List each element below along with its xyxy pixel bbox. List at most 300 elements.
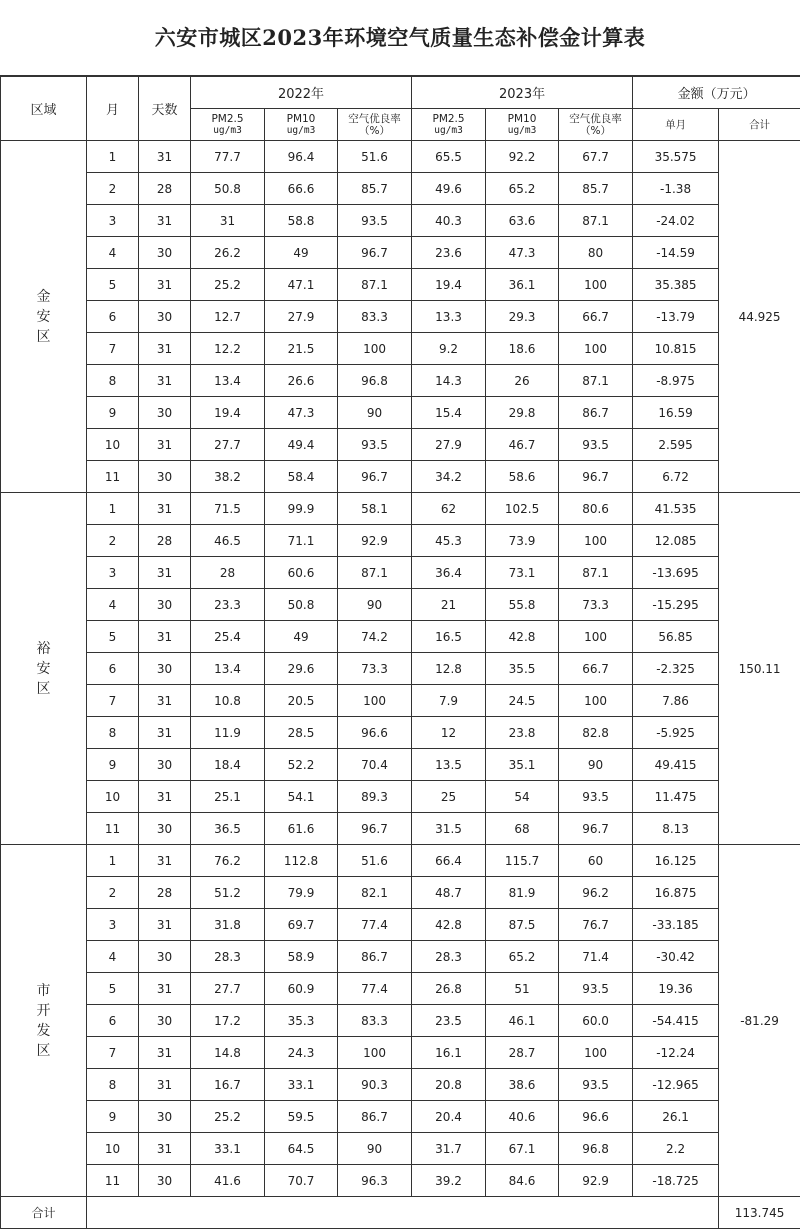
days-cell: 31 <box>139 685 191 717</box>
amount-cell: -2.325 <box>633 653 719 685</box>
header-row-1 <box>1 77 800 109</box>
pm10-2023-cell: 35.1 <box>486 749 559 781</box>
aqr-2022-cell: 96.7 <box>338 237 412 269</box>
pm25-2023-cell: 21 <box>412 589 486 621</box>
aqr-2022-cell: 93.5 <box>338 205 412 237</box>
pm10-2023-cell: 87.5 <box>486 909 559 941</box>
pm10-2023-cell: 51 <box>486 973 559 1005</box>
pm25-2023-cell: 28.3 <box>412 941 486 973</box>
pm10-2023-cell: 46.7 <box>486 429 559 461</box>
pm25-2023-cell: 15.4 <box>412 397 486 429</box>
table-row <box>1 749 800 781</box>
pm10-2023-cell: 24.5 <box>486 685 559 717</box>
pm10-2022-cell: 24.3 <box>265 1037 338 1069</box>
pm10-2023-cell: 92.2 <box>486 141 559 173</box>
pm25-2023-cell: 14.3 <box>412 365 486 397</box>
aqr-2023-cell: 71.4 <box>559 941 633 973</box>
pm10-2023-cell: 18.6 <box>486 333 559 365</box>
pm10-2022-cell: 66.6 <box>265 173 338 205</box>
table-row <box>1 525 800 557</box>
table-row <box>1 1165 800 1197</box>
pm10-2022-cell: 26.6 <box>265 365 338 397</box>
month-cell: 10 <box>87 1133 139 1165</box>
days-cell: 31 <box>139 493 191 525</box>
month-cell: 4 <box>87 941 139 973</box>
aqr-2022-header: 空气优良率 （%） <box>338 109 412 141</box>
pm25-2023-cell: 12.8 <box>412 653 486 685</box>
pm10-2023-cell: 81.9 <box>486 877 559 909</box>
pm10-2022-cell: 60.6 <box>265 557 338 589</box>
pm10-2023-cell: 73.9 <box>486 525 559 557</box>
aqr-2023-cell: 96.8 <box>559 1133 633 1165</box>
pm25-2022-cell: 51.2 <box>191 877 265 909</box>
table-row <box>1 1101 800 1133</box>
aqr-2022-cell: 86.7 <box>338 941 412 973</box>
aqr-2022-cell: 83.3 <box>338 1005 412 1037</box>
month-cell: 2 <box>87 877 139 909</box>
pm25-2023-cell: 20.8 <box>412 1069 486 1101</box>
region-header: 区域 <box>1 77 87 141</box>
pm25-2022-cell: 14.8 <box>191 1037 265 1069</box>
table-row <box>1 269 800 301</box>
aqr-2023-cell: 93.5 <box>559 781 633 813</box>
aqr-2022-cell: 87.1 <box>338 269 412 301</box>
pm10-2022-cell: 47.3 <box>265 397 338 429</box>
month-cell: 6 <box>87 1005 139 1037</box>
pm10-2022-cell: 49 <box>265 621 338 653</box>
month-cell: 11 <box>87 813 139 845</box>
pm25-2022-cell: 26.2 <box>191 237 265 269</box>
days-cell: 28 <box>139 877 191 909</box>
days-cell: 30 <box>139 653 191 685</box>
region-name: 市 开 发 区 <box>1 845 87 1197</box>
region-name: 金 安 区 <box>1 141 87 493</box>
pm10-2022-cell: 35.3 <box>265 1005 338 1037</box>
aqr-2022-cell: 82.1 <box>338 877 412 909</box>
amount-cell: 2.2 <box>633 1133 719 1165</box>
amount-cell: -5.925 <box>633 717 719 749</box>
amount-header: 金额（万元） <box>633 77 800 109</box>
table-row <box>1 301 800 333</box>
pm25-2023-cell: 13.5 <box>412 749 486 781</box>
pm10-2023-cell: 73.1 <box>486 557 559 589</box>
amount-cell: 49.415 <box>633 749 719 781</box>
pm10-2022-cell: 79.9 <box>265 877 338 909</box>
table-row <box>1 973 800 1005</box>
table-row <box>1 429 800 461</box>
table-row <box>1 237 800 269</box>
month-cell: 5 <box>87 621 139 653</box>
aqr-2023-cell: 80.6 <box>559 493 633 525</box>
pm25-2023-cell: 20.4 <box>412 1101 486 1133</box>
pm25-2023-cell: 27.9 <box>412 429 486 461</box>
grand-total-label: 合计 <box>1 1197 87 1229</box>
pm25-2022-cell: 50.8 <box>191 173 265 205</box>
amount-cell: 35.385 <box>633 269 719 301</box>
amount-cell: -1.38 <box>633 173 719 205</box>
amount-cell: -14.59 <box>633 237 719 269</box>
pm10-2023-cell: 46.1 <box>486 1005 559 1037</box>
pm10-2023-cell: 84.6 <box>486 1165 559 1197</box>
aqr-2023-cell: 66.7 <box>559 301 633 333</box>
pm25-2022-cell: 71.5 <box>191 493 265 525</box>
table-row <box>1 173 800 205</box>
region-total: 150.11 <box>719 493 800 845</box>
days-cell: 31 <box>139 429 191 461</box>
pm25-2023-cell: 19.4 <box>412 269 486 301</box>
pm10-2022-cell: 59.5 <box>265 1101 338 1133</box>
days-cell: 31 <box>139 1069 191 1101</box>
pm25-2023-cell: 13.3 <box>412 301 486 333</box>
pm10-2023-cell: 28.7 <box>486 1037 559 1069</box>
aqr-2022-cell: 93.5 <box>338 429 412 461</box>
pm25-2022-cell: 19.4 <box>191 397 265 429</box>
pm25-2023-cell: 12 <box>412 717 486 749</box>
aqr-2023-cell: 67.7 <box>559 141 633 173</box>
amount-cell: -33.185 <box>633 909 719 941</box>
days-cell: 31 <box>139 909 191 941</box>
pm25-2022-cell: 31.8 <box>191 909 265 941</box>
amount-cell: -8.975 <box>633 365 719 397</box>
pm10-2022-cell: 61.6 <box>265 813 338 845</box>
month-cell: 7 <box>87 333 139 365</box>
pm25-2023-cell: 31.7 <box>412 1133 486 1165</box>
amount-cell: 7.86 <box>633 685 719 717</box>
pm25-2023-cell: 66.4 <box>412 845 486 877</box>
pm10-2023-cell: 65.2 <box>486 941 559 973</box>
table-row <box>1 941 800 973</box>
month-cell: 9 <box>87 1101 139 1133</box>
pm25-2022-cell: 33.1 <box>191 1133 265 1165</box>
month-cell: 2 <box>87 525 139 557</box>
region-name: 裕 安 区 <box>1 493 87 845</box>
month-cell: 2 <box>87 173 139 205</box>
total-header: 合计 <box>719 109 800 141</box>
aqr-2023-cell: 96.7 <box>559 461 633 493</box>
pm10-2023-cell: 58.6 <box>486 461 559 493</box>
pm25-2022-cell: 12.7 <box>191 301 265 333</box>
month-header: 月 <box>87 77 139 141</box>
pm10-2022-cell: 21.5 <box>265 333 338 365</box>
aqr-2022-cell: 89.3 <box>338 781 412 813</box>
pm25-2022-cell: 36.5 <box>191 813 265 845</box>
table-row <box>1 397 800 429</box>
aqr-2023-cell: 87.1 <box>559 557 633 589</box>
table-row <box>1 1037 800 1069</box>
pm10-2023-cell: 35.5 <box>486 653 559 685</box>
pm25-2022-cell: 28.3 <box>191 941 265 973</box>
pm25-2022-cell: 46.5 <box>191 525 265 557</box>
month-cell: 7 <box>87 685 139 717</box>
aqr-2023-cell: 66.7 <box>559 653 633 685</box>
aqr-2023-cell: 100 <box>559 621 633 653</box>
pm10-2023-cell: 54 <box>486 781 559 813</box>
pm25-2022-cell: 77.7 <box>191 141 265 173</box>
table-row <box>1 781 800 813</box>
pm25-2022-cell: 25.2 <box>191 1101 265 1133</box>
pm25-2023-cell: 49.6 <box>412 173 486 205</box>
days-cell: 30 <box>139 589 191 621</box>
month-cell: 1 <box>87 141 139 173</box>
pm25-2022-cell: 11.9 <box>191 717 265 749</box>
pm10-2022-cell: 71.1 <box>265 525 338 557</box>
pm25-2023-cell: 36.4 <box>412 557 486 589</box>
pm25-2023-cell: 31.5 <box>412 813 486 845</box>
table-row <box>1 557 800 589</box>
pm10-2023-cell: 65.2 <box>486 173 559 205</box>
days-cell: 31 <box>139 621 191 653</box>
table-row <box>1 1133 800 1165</box>
days-cell: 31 <box>139 557 191 589</box>
amount-cell: 16.875 <box>633 877 719 909</box>
pm10-2023-cell: 29.3 <box>486 301 559 333</box>
month-cell: 4 <box>87 589 139 621</box>
amount-cell: 11.475 <box>633 781 719 813</box>
pm25-2022-cell: 18.4 <box>191 749 265 781</box>
table-row <box>1 1069 800 1101</box>
table-row <box>1 1005 800 1037</box>
aqr-2023-cell: 82.8 <box>559 717 633 749</box>
pm25-2023-cell: 7.9 <box>412 685 486 717</box>
pm10-2022-cell: 58.9 <box>265 941 338 973</box>
pm25-2022-cell: 13.4 <box>191 365 265 397</box>
pm25-2022-cell: 13.4 <box>191 653 265 685</box>
table-row <box>1 653 800 685</box>
amount-cell: 10.815 <box>633 333 719 365</box>
pm25-2022-cell: 41.6 <box>191 1165 265 1197</box>
aqr-2022-cell: 86.7 <box>338 1101 412 1133</box>
days-cell: 30 <box>139 397 191 429</box>
aqr-2023-cell: 100 <box>559 333 633 365</box>
pm10-2022-cell: 52.2 <box>265 749 338 781</box>
pm10-2023-header: PM10 ug/m3 <box>486 109 559 141</box>
page-title: 六安市城区2023年环境空气质量生态补偿金计算表 <box>0 0 800 76</box>
days-cell: 31 <box>139 781 191 813</box>
aqr-2022-cell: 90.3 <box>338 1069 412 1101</box>
amount-cell: 16.125 <box>633 845 719 877</box>
month-cell: 8 <box>87 365 139 397</box>
aqr-2022-cell: 87.1 <box>338 557 412 589</box>
amount-cell: -13.79 <box>633 301 719 333</box>
month-cell: 10 <box>87 781 139 813</box>
pm10-2022-cell: 60.9 <box>265 973 338 1005</box>
table-row <box>1 621 800 653</box>
days-cell: 30 <box>139 1005 191 1037</box>
pm10-2022-cell: 49 <box>265 237 338 269</box>
amount-cell: 16.59 <box>633 397 719 429</box>
table-row <box>1 909 800 941</box>
days-cell: 31 <box>139 141 191 173</box>
pm25-2022-cell: 27.7 <box>191 429 265 461</box>
aqr-2022-cell: 77.4 <box>338 909 412 941</box>
aqr-2023-cell: 93.5 <box>559 1069 633 1101</box>
aqr-2022-cell: 73.3 <box>338 653 412 685</box>
table-row <box>1 493 800 525</box>
table-row <box>1 141 800 173</box>
aqr-2023-cell: 100 <box>559 685 633 717</box>
region-total: -81.29 <box>719 845 800 1197</box>
days-cell: 30 <box>139 813 191 845</box>
month-cell: 5 <box>87 269 139 301</box>
pm10-2022-cell: 33.1 <box>265 1069 338 1101</box>
amount-cell: 41.535 <box>633 493 719 525</box>
aqr-2023-cell: 96.6 <box>559 1101 633 1133</box>
month-cell: 3 <box>87 557 139 589</box>
aqr-2023-cell: 73.3 <box>559 589 633 621</box>
pm10-2022-cell: 69.7 <box>265 909 338 941</box>
days-cell: 30 <box>139 1101 191 1133</box>
pm10-2022-cell: 96.4 <box>265 141 338 173</box>
pm25-2023-cell: 40.3 <box>412 205 486 237</box>
pm25-2023-cell: 39.2 <box>412 1165 486 1197</box>
pm10-2022-cell: 20.5 <box>265 685 338 717</box>
days-cell: 31 <box>139 1133 191 1165</box>
table-row <box>1 717 800 749</box>
pm10-2023-cell: 42.8 <box>486 621 559 653</box>
pm25-2022-cell: 23.3 <box>191 589 265 621</box>
pm25-2023-cell: 16.5 <box>412 621 486 653</box>
pm10-2022-cell: 27.9 <box>265 301 338 333</box>
compensation-table <box>0 76 800 1229</box>
month-cell: 3 <box>87 909 139 941</box>
month-cell: 9 <box>87 749 139 781</box>
aqr-2022-cell: 85.7 <box>338 173 412 205</box>
pm25-2023-cell: 23.6 <box>412 237 486 269</box>
amount-cell: 8.13 <box>633 813 719 845</box>
pm25-2022-header: PM2.5 ug/m3 <box>191 109 265 141</box>
pm25-2022-cell: 16.7 <box>191 1069 265 1101</box>
aqr-2022-cell: 90 <box>338 589 412 621</box>
days-cell: 31 <box>139 205 191 237</box>
days-cell: 31 <box>139 845 191 877</box>
aqr-2022-cell: 96.3 <box>338 1165 412 1197</box>
grand-total-value: 113.745 <box>719 1197 800 1229</box>
aqr-2023-cell: 76.7 <box>559 909 633 941</box>
aqr-2023-cell: 60 <box>559 845 633 877</box>
year-2022-header: 2022年 <box>191 77 412 109</box>
pm25-2022-cell: 76.2 <box>191 845 265 877</box>
pm25-2023-cell: 25 <box>412 781 486 813</box>
month-cell: 6 <box>87 653 139 685</box>
aqr-2022-cell: 77.4 <box>338 973 412 1005</box>
days-cell: 30 <box>139 941 191 973</box>
pm25-2022-cell: 25.1 <box>191 781 265 813</box>
table-row <box>1 845 800 877</box>
amount-cell: -13.695 <box>633 557 719 589</box>
pm25-2023-cell: 34.2 <box>412 461 486 493</box>
aqr-2023-cell: 86.7 <box>559 397 633 429</box>
single-month-header: 单月 <box>633 109 719 141</box>
days-header: 天数 <box>139 77 191 141</box>
aqr-2023-cell: 96.7 <box>559 813 633 845</box>
days-cell: 30 <box>139 749 191 781</box>
grand-total-row <box>1 1197 800 1229</box>
amount-cell: 6.72 <box>633 461 719 493</box>
aqr-2022-cell: 96.7 <box>338 461 412 493</box>
table-row <box>1 333 800 365</box>
days-cell: 30 <box>139 301 191 333</box>
pm25-2023-header: PM2.5 ug/m3 <box>412 109 486 141</box>
month-cell: 11 <box>87 1165 139 1197</box>
pm25-2023-cell: 45.3 <box>412 525 486 557</box>
month-cell: 3 <box>87 205 139 237</box>
aqr-2022-cell: 83.3 <box>338 301 412 333</box>
amount-cell: -12.965 <box>633 1069 719 1101</box>
days-cell: 30 <box>139 461 191 493</box>
aqr-2022-cell: 96.6 <box>338 717 412 749</box>
days-cell: 31 <box>139 269 191 301</box>
aqr-2022-cell: 100 <box>338 333 412 365</box>
pm10-2023-cell: 36.1 <box>486 269 559 301</box>
pm25-2023-cell: 65.5 <box>412 141 486 173</box>
region-total: 44.925 <box>719 141 800 493</box>
pm10-2022-cell: 50.8 <box>265 589 338 621</box>
days-cell: 30 <box>139 237 191 269</box>
month-cell: 8 <box>87 717 139 749</box>
days-cell: 28 <box>139 525 191 557</box>
pm10-2023-cell: 38.6 <box>486 1069 559 1101</box>
amount-cell: 19.36 <box>633 973 719 1005</box>
amount-cell: 2.595 <box>633 429 719 461</box>
aqr-2023-cell: 60.0 <box>559 1005 633 1037</box>
table-row <box>1 877 800 909</box>
aqr-2023-cell: 80 <box>559 237 633 269</box>
aqr-2022-cell: 100 <box>338 1037 412 1069</box>
grand-total-blank <box>87 1197 719 1229</box>
pm25-2023-cell: 9.2 <box>412 333 486 365</box>
pm10-2023-cell: 63.6 <box>486 205 559 237</box>
aqr-2022-cell: 51.6 <box>338 141 412 173</box>
table-row <box>1 685 800 717</box>
aqr-2023-cell: 92.9 <box>559 1165 633 1197</box>
pm25-2023-cell: 42.8 <box>412 909 486 941</box>
pm10-2022-cell: 99.9 <box>265 493 338 525</box>
aqr-2023-cell: 93.5 <box>559 973 633 1005</box>
aqr-2023-cell: 85.7 <box>559 173 633 205</box>
pm10-2022-cell: 70.7 <box>265 1165 338 1197</box>
pm25-2023-cell: 23.5 <box>412 1005 486 1037</box>
amount-cell: -24.02 <box>633 205 719 237</box>
aqr-2023-cell: 93.5 <box>559 429 633 461</box>
aqr-2023-cell: 96.2 <box>559 877 633 909</box>
pm25-2023-cell: 26.8 <box>412 973 486 1005</box>
pm10-2023-cell: 115.7 <box>486 845 559 877</box>
pm10-2022-cell: 29.6 <box>265 653 338 685</box>
amount-cell: -30.42 <box>633 941 719 973</box>
pm10-2023-cell: 47.3 <box>486 237 559 269</box>
pm10-2022-cell: 58.4 <box>265 461 338 493</box>
aqr-2022-cell: 96.7 <box>338 813 412 845</box>
pm25-2022-cell: 17.2 <box>191 1005 265 1037</box>
days-cell: 31 <box>139 1037 191 1069</box>
amount-cell: 12.085 <box>633 525 719 557</box>
pm10-2023-cell: 102.5 <box>486 493 559 525</box>
aqr-2023-cell: 100 <box>559 525 633 557</box>
aqr-2022-cell: 58.1 <box>338 493 412 525</box>
table-body <box>1 141 800 1197</box>
aqr-2023-cell: 87.1 <box>559 205 633 237</box>
amount-cell: -18.725 <box>633 1165 719 1197</box>
pm25-2022-cell: 38.2 <box>191 461 265 493</box>
table-row <box>1 365 800 397</box>
month-cell: 6 <box>87 301 139 333</box>
aqr-2022-cell: 100 <box>338 685 412 717</box>
table-row <box>1 589 800 621</box>
pm10-2023-cell: 26 <box>486 365 559 397</box>
table-row <box>1 461 800 493</box>
aqr-2022-cell: 70.4 <box>338 749 412 781</box>
days-cell: 31 <box>139 973 191 1005</box>
